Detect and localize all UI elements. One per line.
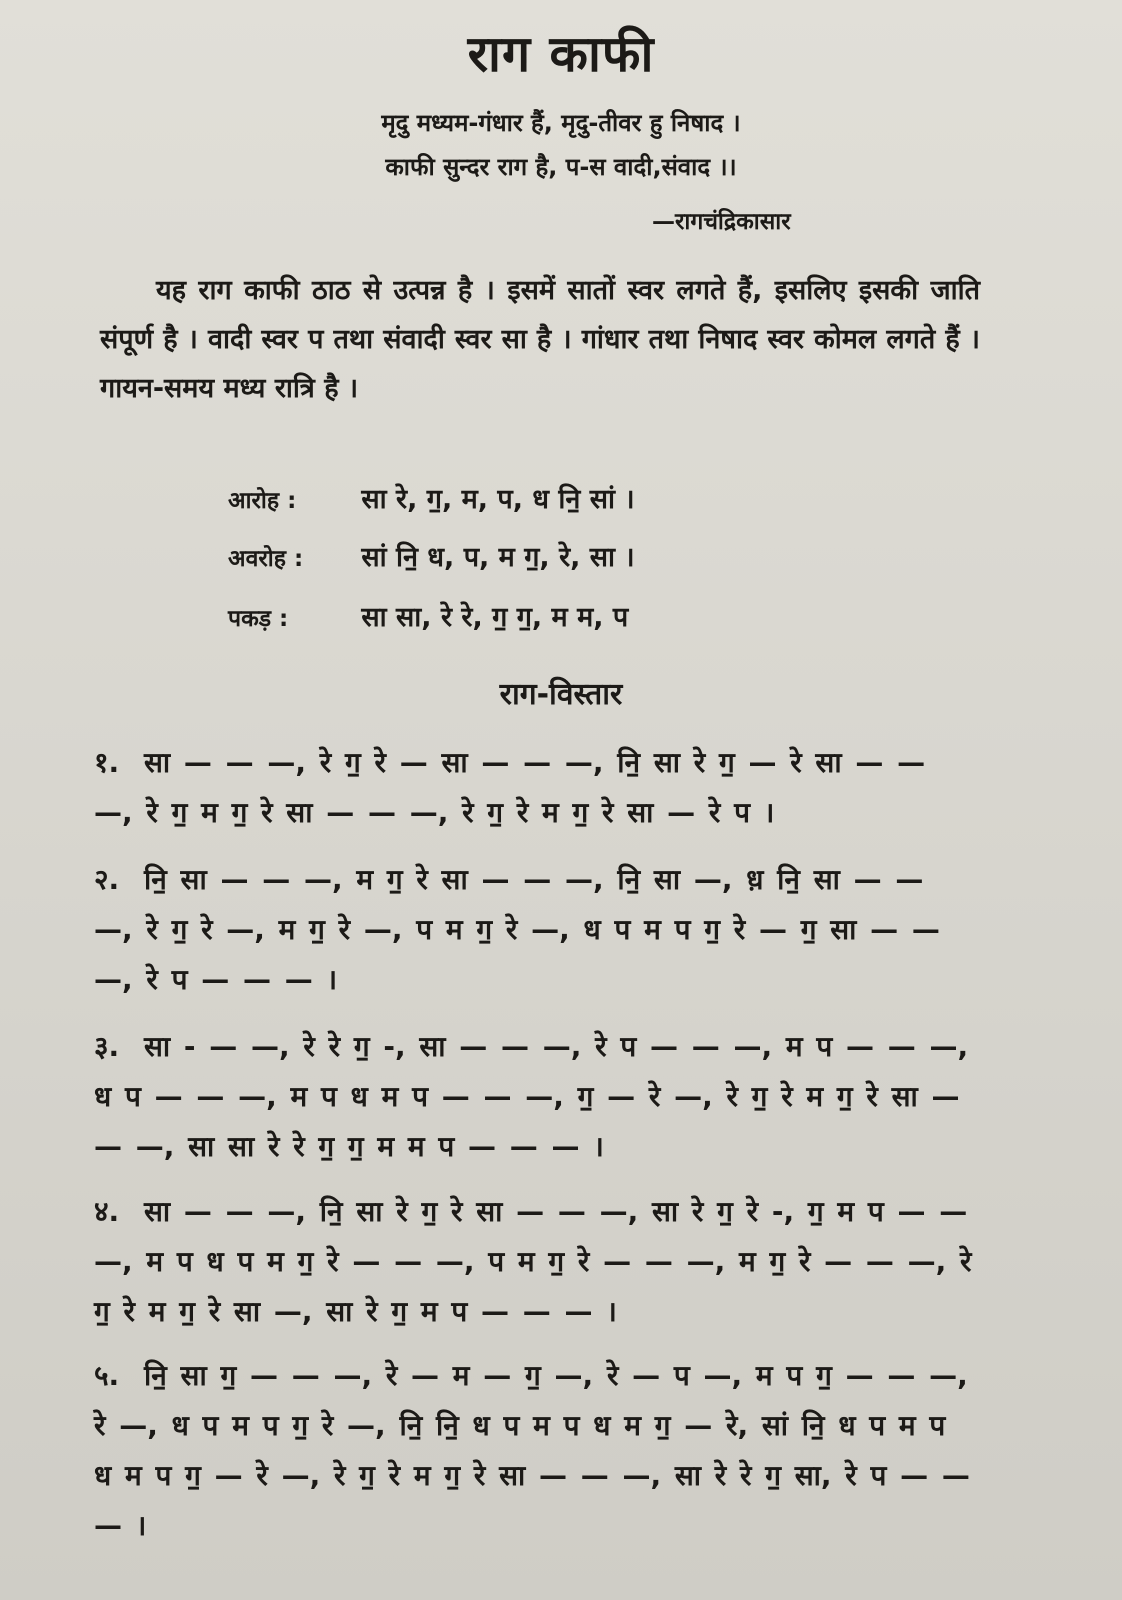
- exercise-3: [94, 1022, 974, 1172]
- exercise-number: ४.: [94, 1195, 120, 1228]
- doha-line-2: काफी सुन्दर राग है, प-स वादी,संवाद ।।: [385, 153, 737, 181]
- avaroh-label: अवरोह :: [228, 546, 304, 572]
- exercise-text: सा — — —, नि॒ सा रे ग॒ रे सा — — —, सा रे ग॒ रे -, ग॒ म प — — —, म प ध प म ग॒ रे — — —, प म ग॒ रे — — —, म ग॒ रे — — —, रे ग॒ रे म ग॒ रे सा —, सा रे ग॒ म प — — — ।: [94, 1195, 972, 1328]
- exercise-2: [94, 855, 974, 1005]
- exercise-1: [94, 738, 974, 838]
- exercise-number: ३.: [94, 1030, 120, 1063]
- exercise-number: ५.: [94, 1359, 120, 1392]
- doha-source: —रागचंद्रिकासार: [652, 209, 791, 235]
- pakad-label: पकड़ :: [228, 606, 289, 632]
- doha-line-1: मृदु मध्यम-गंधार हैं, मृदु-तीवर हु निषाद ।: [381, 109, 741, 137]
- exercise-text: सा - — —, रे रे ग॒ -, सा — — —, रे प — — —, म प — — —, ध प — — —, म प ध म प — — —, ग॒ — रे —, रे ग॒ रे म ग॒ रे सा — — —, सा सा रे रे ग॒ ग॒ म म प — — — ।: [94, 1030, 969, 1163]
- pakad-notes: सा सा, रे रे, ग॒ ग॒, म म, प: [361, 602, 629, 633]
- exercise-number: २.: [94, 863, 120, 896]
- pakad-row: [228, 597, 628, 634]
- page-title: राग काफी: [467, 25, 655, 83]
- exercise-text: नि॒ सा ग॒ — — —, रे — म — ग॒ —, रे — प —, म प ग॒ — — —, रे —, ध प म प ग॒ रे —, नि॒ नि॒ ध प म प ध म ग॒ — रे, सां नि॒ ध प म प ध म प ग॒ — रे —, रे ग॒ रे म ग॒ रे सा — — —, सा रे रे ग॒ सा, रे प — — — ।: [94, 1359, 970, 1542]
- exercise-text: सा — — —, रे ग॒ रे — सा — — —, नि॒ सा रे ग॒ — रे सा — — —, रे ग॒ म ग॒ रे सा — — —, रे ग॒ रे म ग॒ रे सा — रे प ।: [94, 746, 926, 829]
- intro-paragraph: यह राग काफी ठाठ से उत्पन्न है । इसमें सातों स्वर लगते हैं, इसलिए इसकी जाति संपूर्ण है । वादी स्वर प तथा संवादी स्वर सा है । गांधार तथा निषाद स्वर कोमल लगते हैं । गायन-समय मध्य रात्रि है ।: [100, 275, 980, 404]
- exercise-number: १.: [94, 746, 120, 779]
- exercise-4: [94, 1187, 974, 1337]
- exercise-5: [94, 1351, 974, 1551]
- aroh-row: [228, 479, 635, 516]
- exercise-text: नि॒ सा — — —, म ग॒ रे सा — — —, नि॒ सा —, ध़ नि॒ सा — — —, रे ग॒ रे —, म ग॒ रे —, प म ग॒ रे —, ध प म प ग॒ रे — ग॒ सा — — —, रे प — — — ।: [94, 863, 940, 996]
- avaroh-row: [228, 537, 635, 574]
- aroh-label: आरोह :: [228, 488, 297, 514]
- section-title: राग-विस्तार: [499, 677, 623, 712]
- aroh-notes: सा रे, ग॒, म, प, ध नि॒ सां ।: [361, 484, 635, 515]
- avaroh-notes: सां नि॒ ध, प, म ग॒, रे, सा ।: [361, 542, 635, 573]
